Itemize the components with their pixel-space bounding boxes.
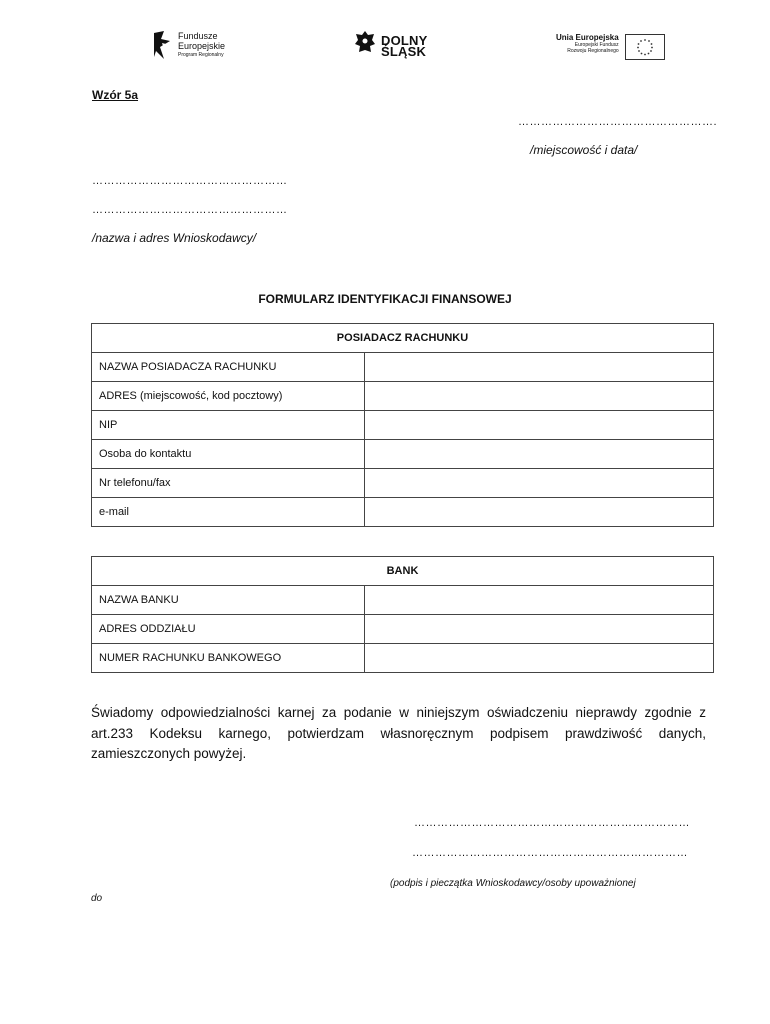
branch-address-input[interactable] (365, 615, 714, 644)
nip-input[interactable] (365, 411, 714, 440)
signature-label-continued: do (91, 893, 103, 904)
ue-line1: Unia Europejska (556, 33, 619, 42)
place-date-field[interactable]: ……………………………………………. (518, 116, 718, 128)
row-label: NIP (92, 411, 365, 440)
eagle-crest-icon (354, 30, 376, 61)
row-label: NAZWA BANKU (92, 586, 365, 615)
logo-fundusze-europejskie (152, 28, 225, 62)
address-input[interactable] (365, 382, 714, 411)
fe-line1: Fundusze (178, 31, 218, 41)
logo-unia-europejska (556, 34, 665, 60)
fe-line2: Europejskie (178, 41, 226, 51)
fe-line3: Program Regionalny (178, 52, 224, 58)
row-label: e-mail (92, 498, 365, 527)
table-row (92, 615, 714, 644)
account-holder-table (91, 323, 714, 527)
table-row (92, 586, 714, 615)
declaration-statement: Świadomy odpowiedzialności karnej za podanie w niniejszym oświadczeniu nieprawdy zgodnie z art.233 Kodeksu karnego, potwierdzam własnoręcznym podpisem prawdziwość danych, zamieszczonych powyżej. (91, 705, 706, 761)
table-row (92, 440, 714, 469)
applicant-label: /nazwa i adres Wnioskodawcy/ (92, 231, 257, 245)
place-date-label: /miejscowość i data/ (530, 143, 638, 157)
applicant-name-field[interactable]: …………………………………………… (92, 175, 288, 187)
signature-field-1[interactable]: ……………………………………………………………… (414, 817, 690, 829)
ue-line2: Europejski Fundusz (574, 42, 619, 48)
table-row (92, 353, 714, 382)
account-number-input[interactable] (365, 644, 714, 673)
table-row (92, 644, 714, 673)
ds-line2: ŚLĄSK (381, 43, 427, 59)
row-label: ADRES ODDZIAŁU (92, 615, 365, 644)
fe-star-icon (152, 29, 172, 61)
eu-flag-icon (625, 34, 665, 60)
applicant-address-field[interactable]: …………………………………………… (92, 204, 288, 216)
phone-fax-input[interactable] (365, 469, 714, 498)
contact-person-input[interactable] (365, 440, 714, 469)
row-label: Nr telefonu/fax (92, 469, 365, 498)
logo-dolny-slask (354, 30, 428, 61)
bank-name-input[interactable] (365, 586, 714, 615)
account-holder-heading: POSIADACZ RACHUNKU (92, 324, 714, 353)
bank-heading: BANK (92, 557, 714, 586)
row-label: ADRES (miejscowość, kod pocztowy) (92, 382, 365, 411)
form-title: FORMULARZ IDENTYFIKACJI FINANSOWEJ (258, 292, 512, 306)
form-code: Wzór 5a (92, 88, 139, 102)
ds-line1: DOLNY (381, 32, 428, 48)
row-label: NAZWA POSIADACZA RACHUNKU (92, 353, 365, 382)
bank-table (91, 556, 714, 673)
table-row (92, 382, 714, 411)
account-name-input[interactable] (365, 353, 714, 382)
row-label: Osoba do kontaktu (92, 440, 365, 469)
signature-field-2[interactable]: ……………………………………………………………… (412, 847, 688, 859)
ue-line3: Rozwoju Regionalnego (567, 48, 619, 54)
signature-label: (podpis i pieczątka Wnioskodawcy/osoby upoważnionej (390, 878, 636, 889)
email-input[interactable] (365, 498, 714, 527)
table-row (92, 411, 714, 440)
table-row (92, 469, 714, 498)
row-label: NUMER RACHUNKU BANKOWEGO (92, 644, 365, 673)
table-row (92, 498, 714, 527)
